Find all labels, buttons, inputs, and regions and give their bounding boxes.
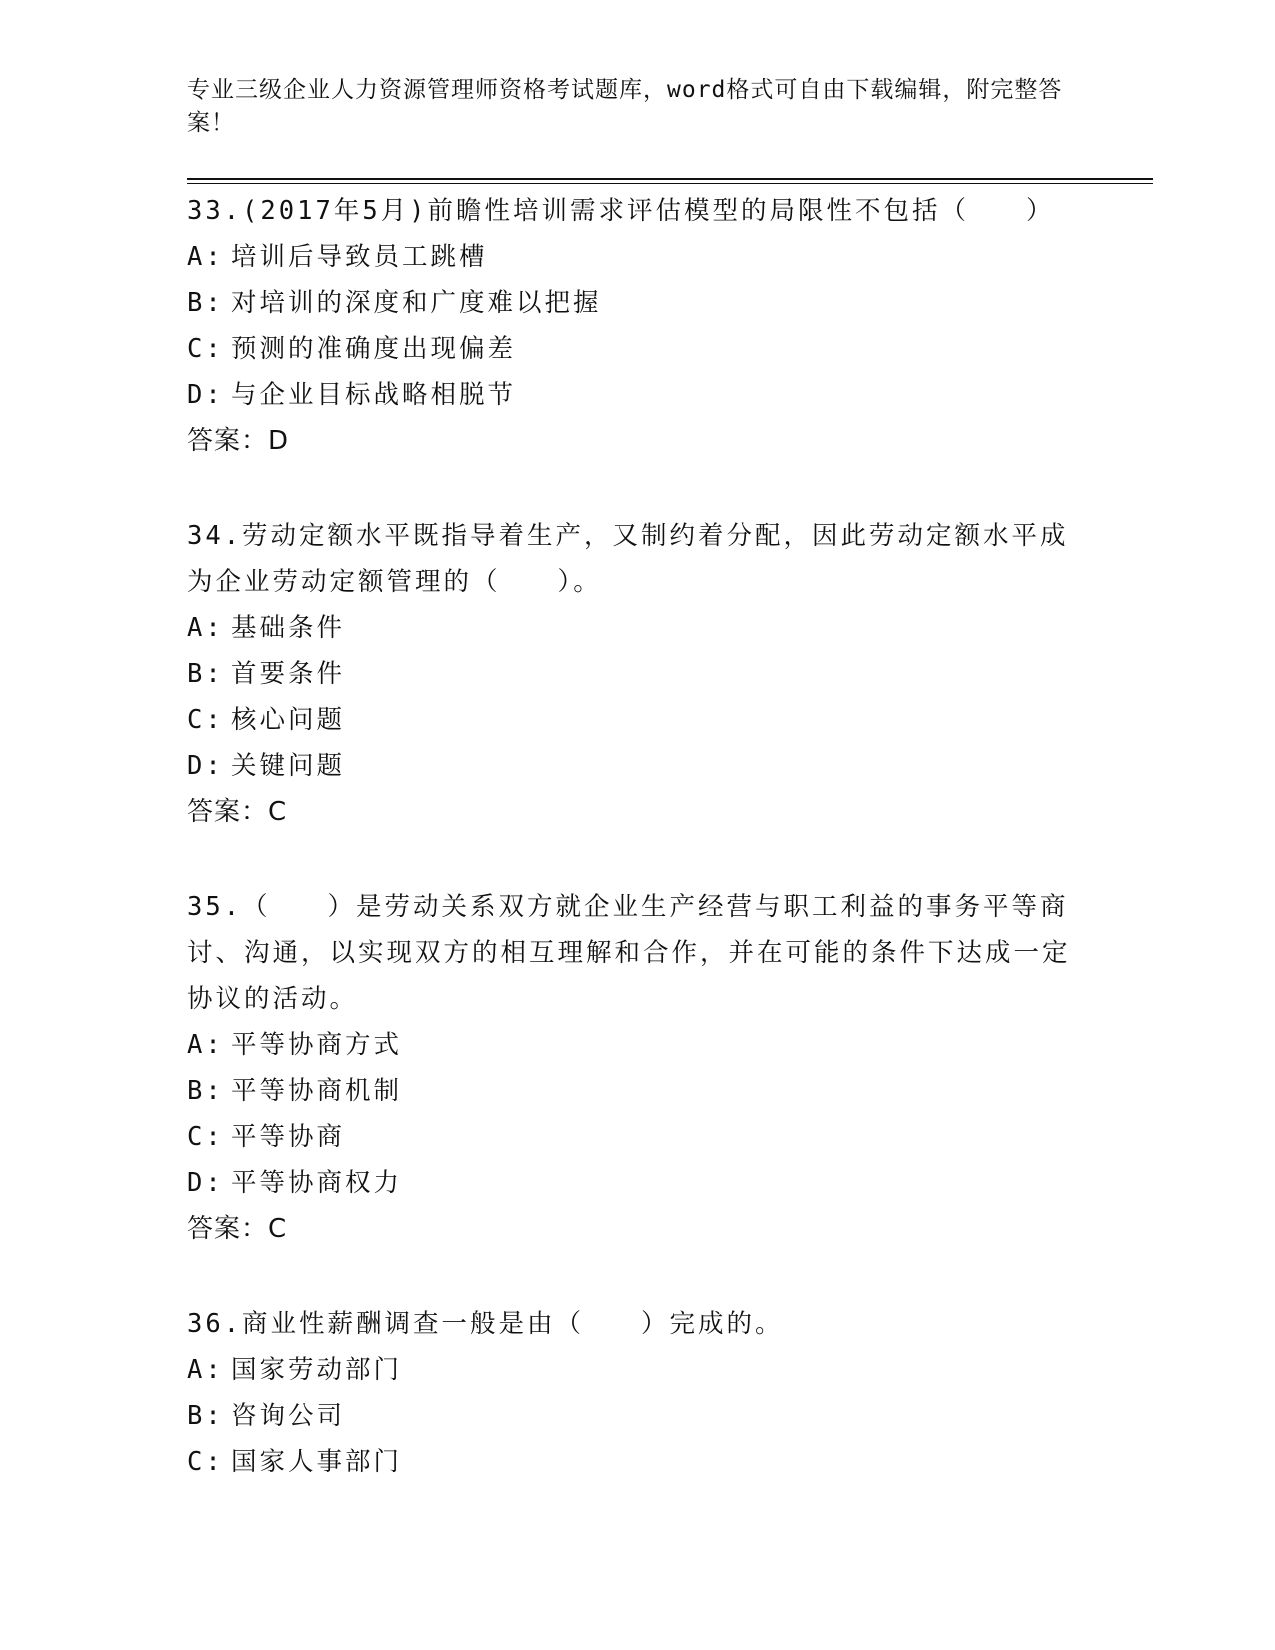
option-text: 平等协商机制 [231,1076,403,1106]
option-text: 咨询公司 [231,1401,346,1431]
option-a [187,234,1087,280]
question-33 [187,188,1087,464]
option-text: 培训后导致员工跳槽 [231,242,488,272]
question-stem: 33.(2017年5月)前瞻性培训需求评估模型的局限性不包括（ ） [187,196,1055,226]
option-c [187,326,1087,372]
option-text: 国家人事部门 [231,1447,403,1477]
option-c [187,1439,1087,1485]
option-letter: B: [187,288,224,318]
option-letter: C: [187,1447,224,1477]
option-b [187,280,1087,326]
option-text: 预测的准确度出现偏差 [231,334,517,364]
option-text: 基础条件 [231,613,346,643]
option-text: 关键问题 [231,751,346,781]
option-letter: A: [187,1030,224,1060]
header-divider-thin [187,183,1153,184]
option-letter: C: [187,1122,224,1152]
option-letter: C: [187,705,224,735]
option-letter: B: [187,1401,224,1431]
answer-line: 答案：D [187,426,290,456]
option-letter: B: [187,1076,224,1106]
option-letter: D: [187,751,224,781]
option-text: 核心问题 [231,705,346,735]
answer-line: 答案：C [187,1214,288,1244]
option-letter: B: [187,659,224,689]
question-stem: 35.（ ）是劳动关系双方就企业生产经营与职工利益的事务平等商讨、沟通，以实现双方的相互理解和合作，并在可能的条件下达成一定协议的活动。 [187,892,1071,1014]
option-b [187,1393,1087,1439]
question-35 [187,884,1087,1252]
option-text: 国家劳动部门 [231,1355,403,1385]
option-letter: D: [187,380,224,410]
option-text: 对培训的深度和广度难以把握 [231,288,602,318]
option-text: 与企业目标战略相脱节 [231,380,517,410]
option-d [187,372,1087,418]
option-a [187,1347,1087,1393]
header-divider-thick [187,178,1153,180]
document-header: 专业三级企业人力资源管理师资格考试题库，word格式可自由下载编辑，附完整答案！ [187,77,1063,136]
option-d [187,743,1087,789]
option-c [187,697,1087,743]
option-letter: C: [187,334,224,364]
option-text: 首要条件 [231,659,346,689]
option-a [187,1022,1087,1068]
question-34 [187,513,1087,835]
option-a [187,605,1087,651]
option-letter: A: [187,242,224,272]
option-text: 平等协商 [231,1122,346,1152]
question-36 [187,1301,1087,1485]
question-list [187,188,1087,1534]
option-letter: A: [187,613,224,643]
option-letter: A: [187,1355,224,1385]
answer-line: 答案：C [187,797,288,827]
option-c [187,1114,1087,1160]
question-stem: 36.商业性薪酬调查一般是由（ ）完成的。 [187,1309,784,1339]
option-d [187,1160,1087,1206]
option-b [187,1068,1087,1114]
option-letter: D: [187,1168,224,1198]
question-stem: 34.劳动定额水平既指导着生产，又制约着分配，因此劳动定额水平成为企业劳动定额管理的（ ）。 [187,521,1069,597]
option-b [187,651,1087,697]
option-text: 平等协商权力 [231,1168,403,1198]
option-text: 平等协商方式 [231,1030,403,1060]
